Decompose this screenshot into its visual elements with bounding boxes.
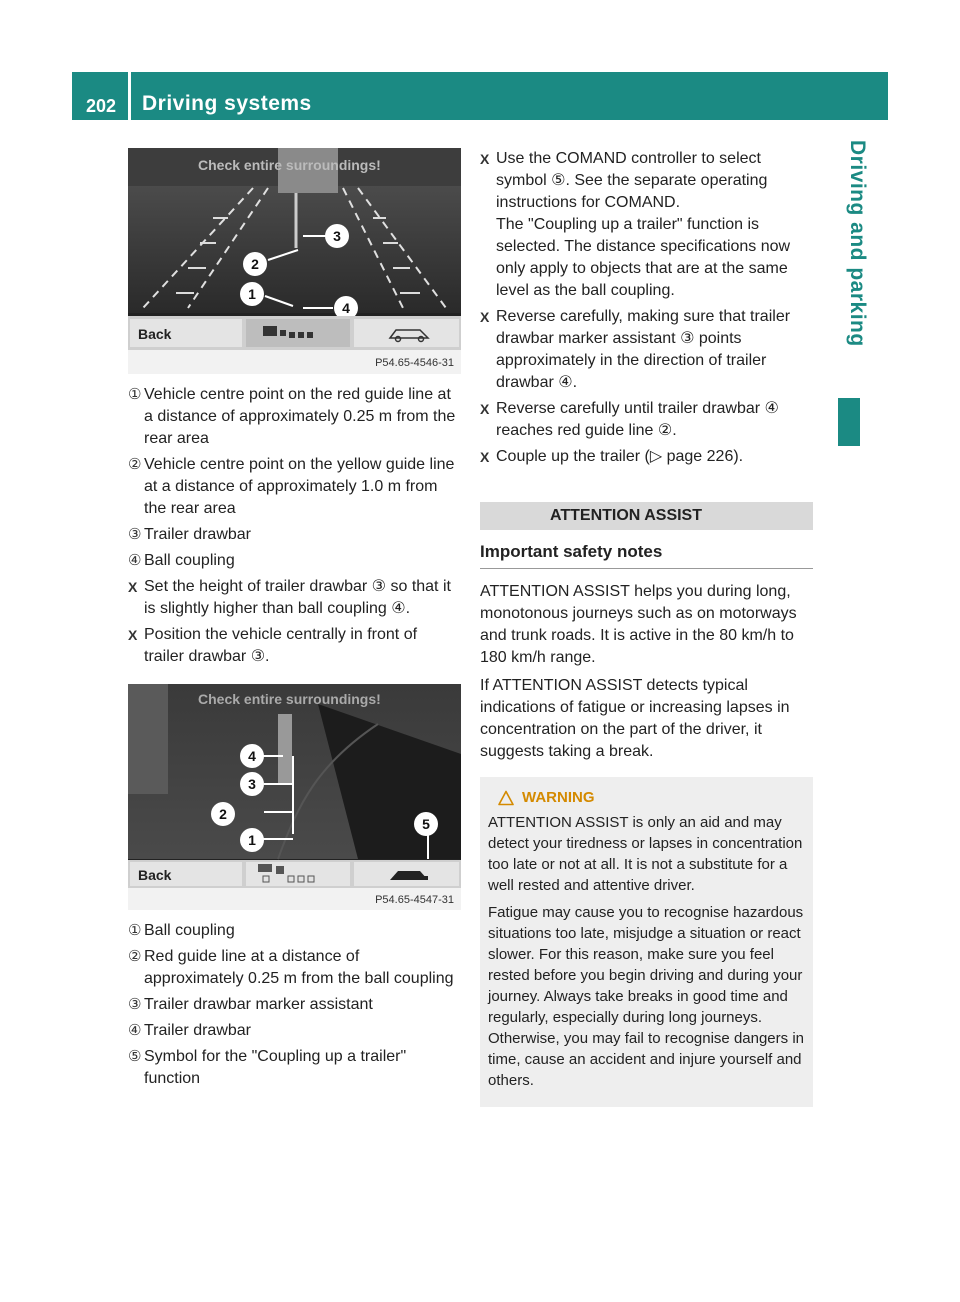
camera-banner-1: Check entire surroundings! [198,157,381,173]
figure-code-1: P54.65-4546-31 [375,357,454,369]
warning-box [480,777,813,1107]
svg-text:1: 1 [248,832,256,848]
callout-2 [211,802,235,826]
page-number: 202 [86,96,117,116]
legend-item: ② Red guide line at a distance of approximately 0.25 m from the ball coupling [128,948,454,987]
legend-item: ③ Trailer drawbar [128,526,251,543]
svg-text:2: 2 [251,256,259,272]
legend-item: ④ Ball coupling [128,552,235,569]
callout-4 [240,744,264,768]
body-paragraph: If ATTENTION ASSIST detects typical indications of fatigue or increasing lapses in concentration on the part of the driver, it suggests taking a break. [480,677,790,760]
svg-text:4: 4 [248,748,256,764]
svg-text:3: 3 [248,776,256,792]
step-item: X Reverse carefully until trailer drawbar ④ reaches red guide line ②. [480,400,779,439]
left-steps [128,576,461,668]
legend-item: ④ Trailer drawbar [128,1022,251,1039]
warning-header [498,789,805,806]
warning-title: WARNING [522,789,595,806]
legend-item: ① Vehicle centre point on the red guide line at a distance of approximately 0.25 m from the rear area [128,386,456,447]
camera-banner-2: Check entire surroundings! [198,691,381,707]
step-item: X Use the COMAND controller to select symbol ⑤. See the separate operating instructions for COMAND. The "Coupling up a trailer" function is selected. The distance specifications now only apply to objects that are at the same level as the ball coupling. [480,150,791,299]
svg-text:3: 3 [333,228,341,244]
section-heading: ATTENTION ASSIST [480,502,813,530]
svg-text:5: 5 [422,816,430,832]
subsection-heading: Important safety notes [480,542,813,569]
right-column [480,148,813,1107]
callout-5 [414,812,438,836]
header-divider [128,72,131,120]
warning-triangle-icon [498,790,514,806]
rear-camera-figure-1 [128,148,461,374]
right-steps [480,148,813,468]
section-side-tab: Driving and parking [846,140,869,347]
legend-item: ① Ball coupling [128,922,235,939]
callout-2 [243,252,267,276]
callout-1 [240,282,264,306]
side-tab-marker [838,398,860,446]
callout-3 [240,772,264,796]
svg-text:2: 2 [219,806,227,822]
legend-item: ⑤ Symbol for the "Coupling up a trailer" function [128,1048,407,1087]
svg-text:4: 4 [342,300,350,316]
step-item: X Reverse carefully, making sure that trailer drawbar marker assistant ③ points approximately in the direction of trailer drawbar ④. [480,308,791,391]
callout-1 [240,828,264,852]
warning-paragraph: Fatigue may cause you to recognise hazardous situations too late, misjudge a situation or react slower. For this reason, make sure you feel rested before you begin driving and during your journey. Always take breaks in good time and regularly, especially during long journeys. Otherwise, you may fail to recognise dangers in time, cause an accident and injure yourself and others. [488,904,804,1089]
page-title: Driving systems [142,92,312,115]
page-header [72,72,888,120]
rear-camera-figure-2 [128,684,461,910]
step-item: X Couple up the trailer (▷ page 226). [480,448,744,465]
callout-3 [325,224,349,248]
body-paragraph: ATTENTION ASSIST helps you during long, monotonous journeys such as on motorways and trunk roads. It is active in the 80 km/h to 180 km/h range. [480,583,797,666]
warning-paragraph: ATTENTION ASSIST is only an aid and may detect your tiredness or lapses in concentration too late or not at all. It is not a substitute for a well rested and attentive driver. [488,814,803,894]
figure-1-legend [128,384,461,572]
legend-item: ③ Trailer drawbar marker assistant [128,996,373,1013]
legend-item: ② Vehicle centre point on the yellow guide line at a distance of approximately 1.0 m from the rear area [128,456,455,517]
camera-view-1 [128,148,461,374]
step-item: X Position the vehicle centrally in front of trailer drawbar ③. [128,626,418,665]
figure-code-2: P54.65-4547-31 [375,894,454,906]
camera-view-2 [128,684,461,910]
svg-text:1: 1 [248,286,256,302]
back-button-2[interactable]: Back [138,867,172,883]
back-button-1[interactable]: Back [138,326,172,342]
figure-2-legend [128,920,461,1090]
left-column [128,148,461,1094]
step-item: X Set the height of trailer drawbar ③ so that it is slightly higher than ball coupling ④. [128,578,451,617]
